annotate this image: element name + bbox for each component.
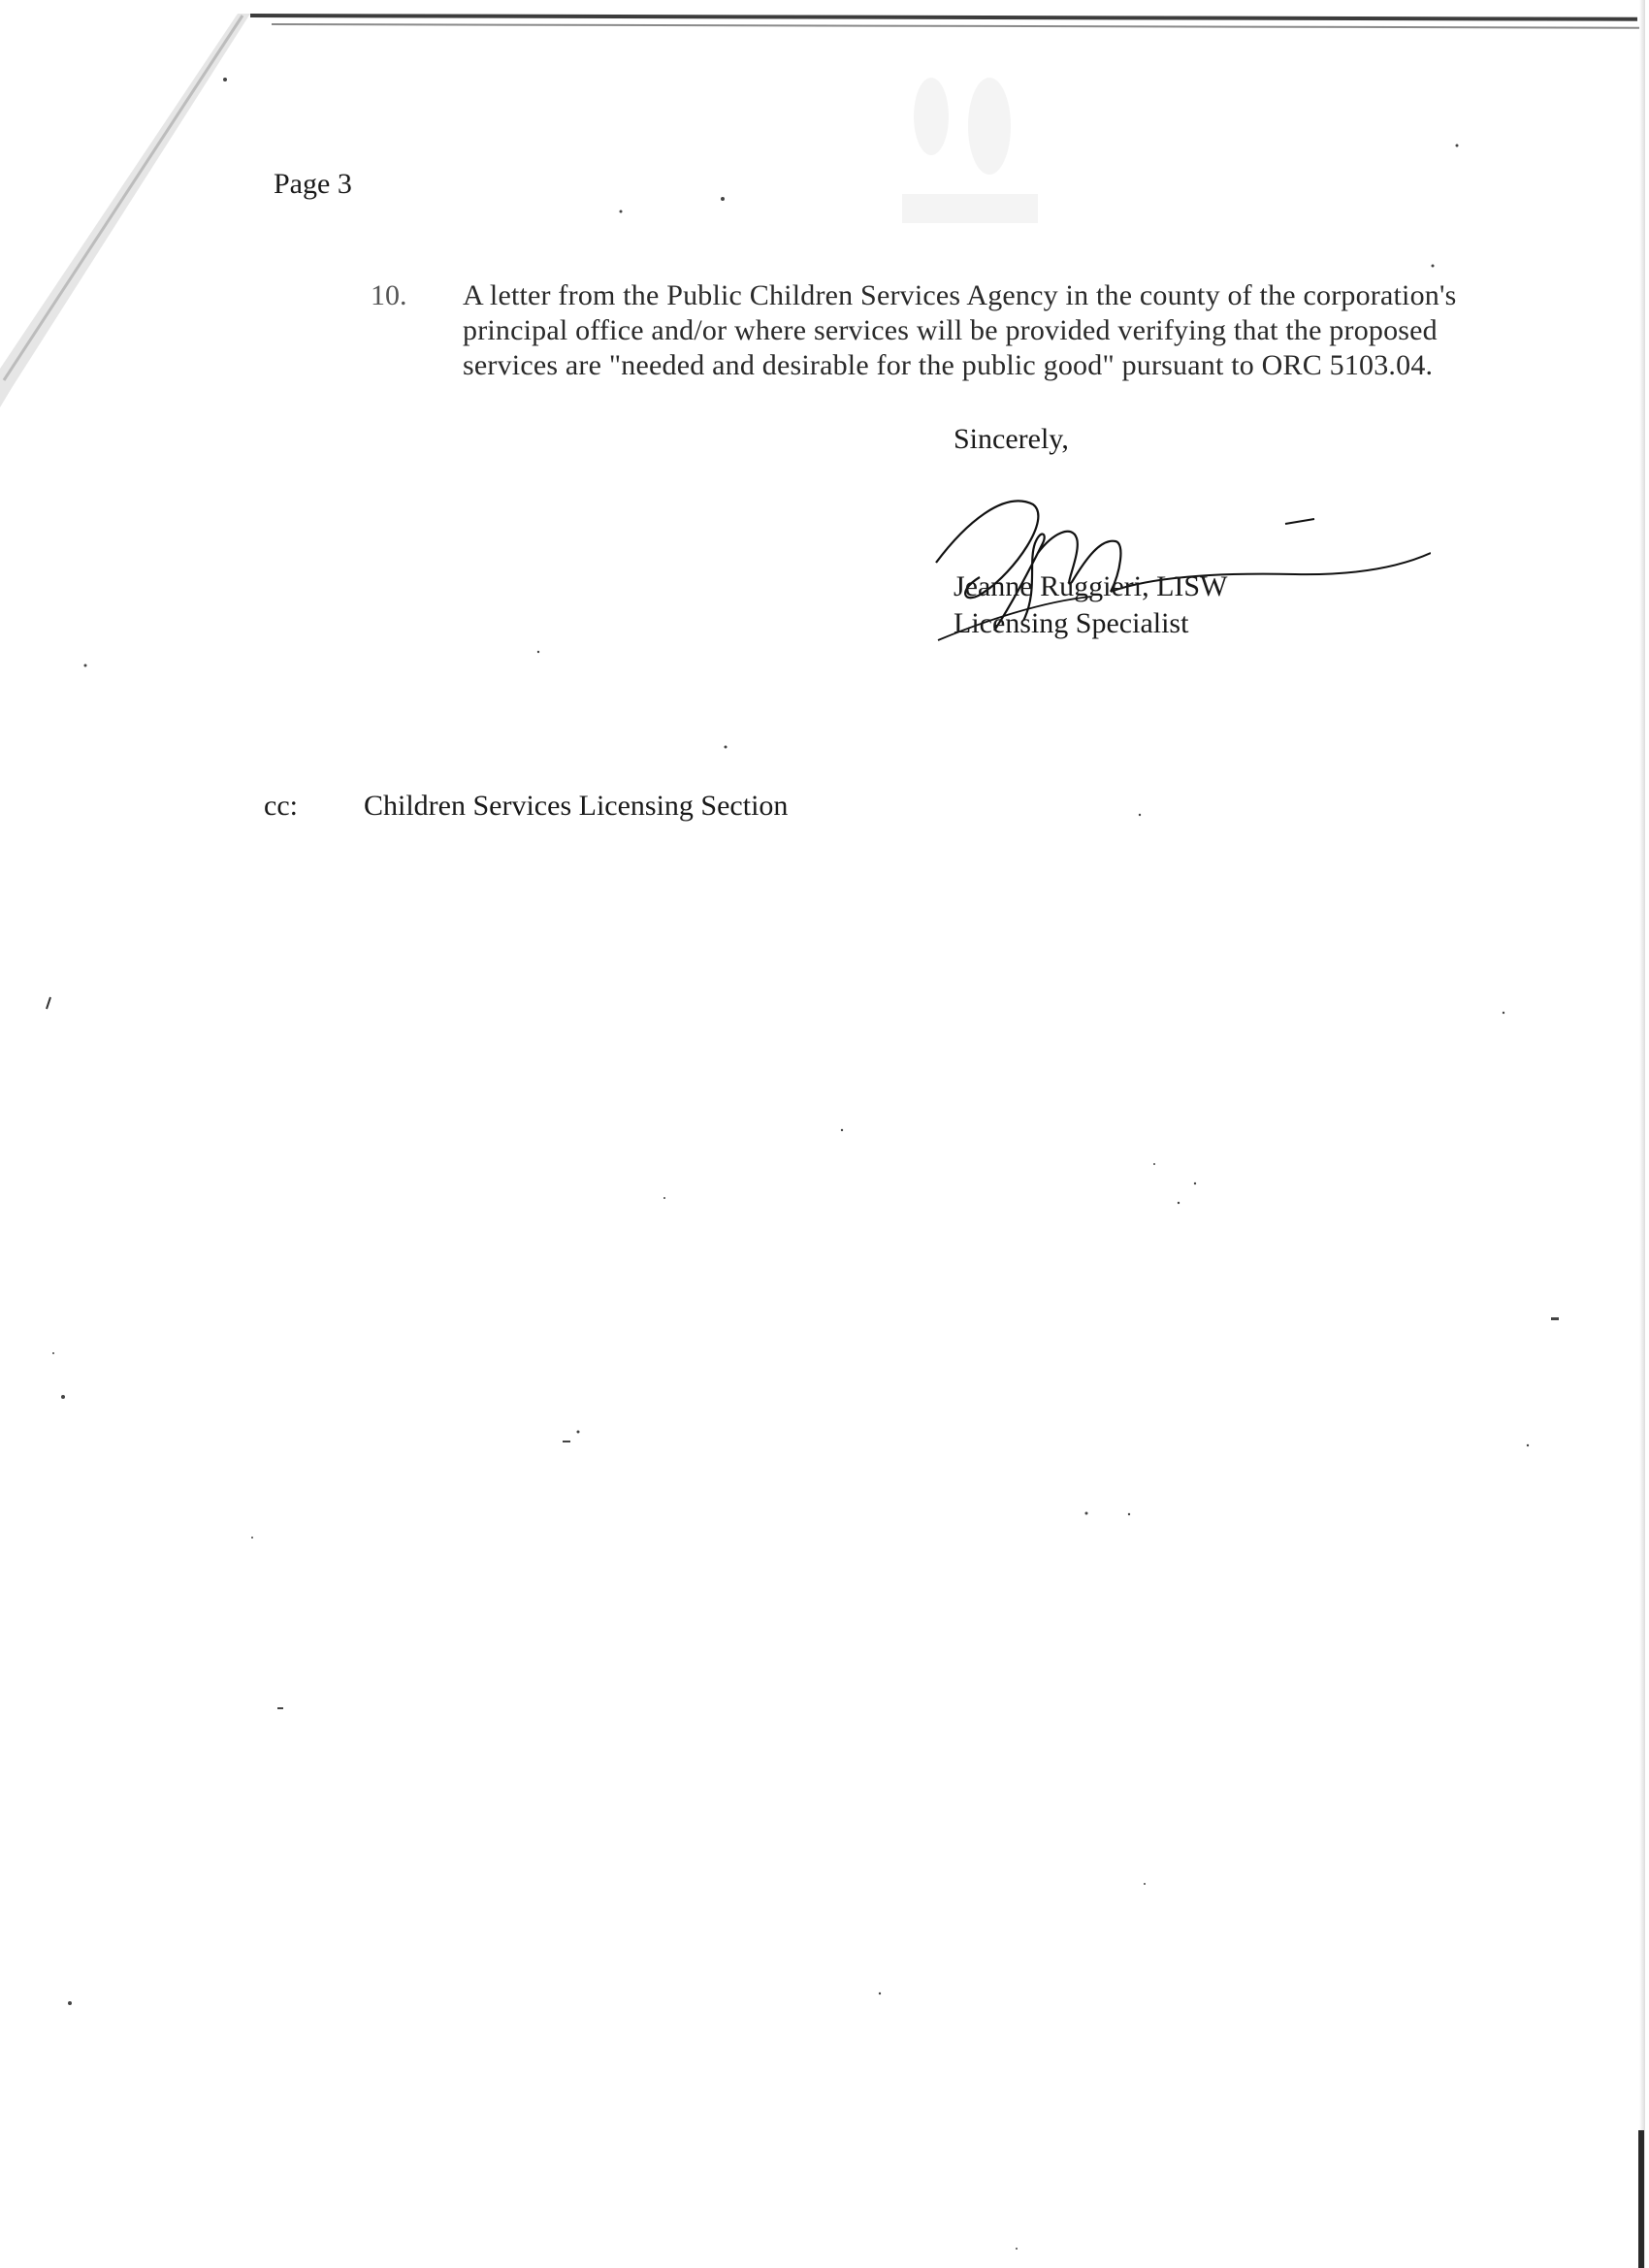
list-item-number: 10. <box>371 279 407 311</box>
list-item-text-line-1: A letter from the Public Children Services Agency in the county of the corporation's <box>463 279 1457 311</box>
signer-title: Licensing Specialist <box>954 607 1189 639</box>
signer-name: Jeanne Ruggieri, LISW <box>954 570 1228 602</box>
closing-salutation: Sincerely, <box>954 423 1069 455</box>
list-item-text-line-3: services are "needed and desirable for the public good" pursuant to ORC 5103.04. <box>463 349 1434 381</box>
cc-recipient: Children Services Licensing Section <box>364 790 789 822</box>
list-item-text-line-2: principal office and/or where services will be provided verifying that the proposed <box>463 314 1438 346</box>
page-number-label: Page 3 <box>274 168 352 200</box>
cc-label: cc: <box>264 790 298 822</box>
